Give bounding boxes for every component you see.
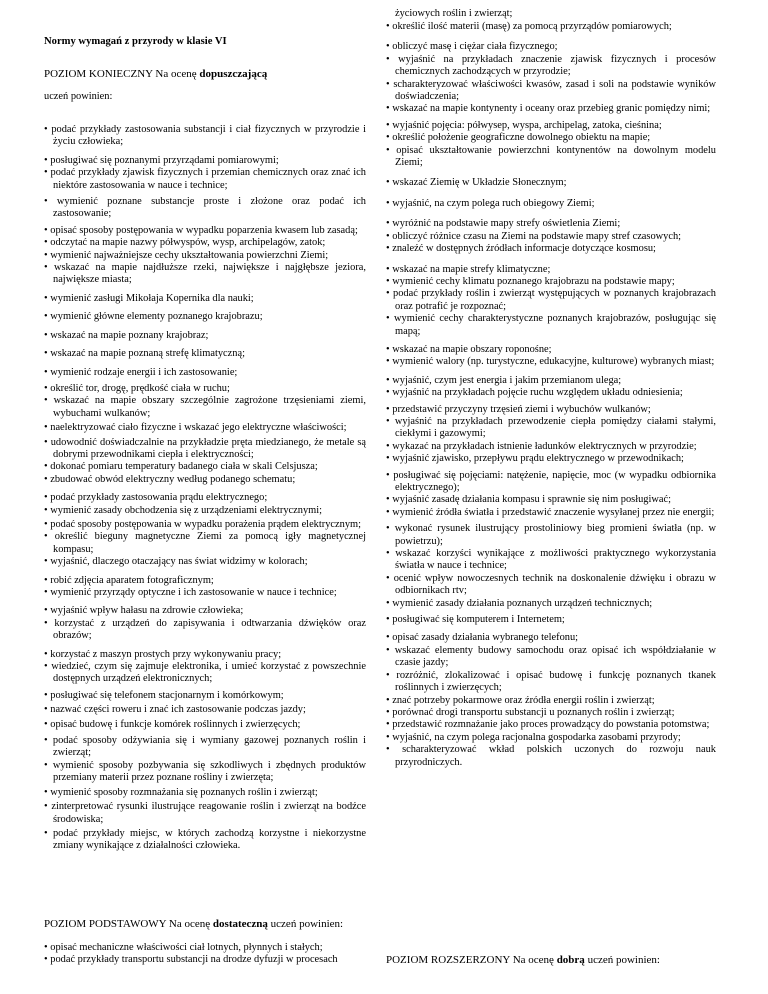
requirement-item: • scharakteryzować wkład polskich uczonych do rozwoju nauk przyrodniczych. xyxy=(386,744,716,769)
requirement-item: • udowodnić doświadczalnie na przykładzie pręta miedzianego, że metale są dobrymi przewodnikami ciepła i elektryczności; xyxy=(44,437,366,462)
requirement-item: • określić bieguny magnetyczne Ziemi za pomocą igły magnetycznej kompasu; xyxy=(44,531,366,556)
requirement-item: • wyjaśnić, na czym polega racjonalna gospodarka zasobami przyrody; xyxy=(386,732,716,744)
level-podstawowy-heading xyxy=(44,918,343,930)
requirement-item: • obliczyć masę i ciężar ciała fizycznego; xyxy=(386,41,716,53)
grade-name: dobrą xyxy=(556,954,585,966)
requirement-item: • wskazać korzyści wynikające z możliwości praktycznego wykorzystania światła w nauce i technice; xyxy=(386,548,716,573)
requirement-item: • ocenić wpływ nowoczesnych technik na doskonalenie dźwięku i obrazu w odbiornikach rtv; xyxy=(386,573,716,598)
requirement-item: • wiedzieć, czym się zajmuje elektronika, i umieć korzystać z powszechnie dostępnych urządzeń elektronicznych; xyxy=(44,661,366,686)
requirement-item: • podać przykłady zjawisk fizycznych i przemian chemicznych oraz znać ich niektóre zastosowania w nauce i technice; xyxy=(44,167,366,192)
requirement-item: • wyjaśnić, dlaczego otaczający nas świat widzimy w kolorach; xyxy=(44,556,366,568)
requirement-item: • wymienić zasady działania poznanych urządzeń technicznych; xyxy=(386,598,716,610)
document-title: Normy wymagań z przyrody w klasie VI xyxy=(44,36,227,47)
requirement-item: • porównać drogi transportu substancji u poznanych roślin i zwierząt; xyxy=(386,707,716,719)
requirement-item: • wyjaśnić, czym jest energia i jakim przemianom ulega; xyxy=(386,375,716,387)
requirement-item: • podać przykłady transportu substancji na drodze dyfuzji w procesach xyxy=(44,954,366,966)
requirement-item: • podać przykłady roślin i zwierząt występujących w poznanych krajobrazach oraz potrafić je rozpoznać; xyxy=(386,288,716,313)
requirement-item: • wymienić cechy klimatu poznanego krajobrazu na podstawie mapy; xyxy=(386,276,716,288)
requirement-item: • znaleźć w dostępnych źródłach informacje dotyczące kosmosu; xyxy=(386,243,716,255)
requirement-item: • wymienić przyrządy optyczne i ich zastosowanie w nauce i technice; xyxy=(44,587,366,599)
requirement-item: • wskazać na mapie najdłuższe rzeki, największe i najgłębsze jeziora, największe miasta; xyxy=(44,262,366,287)
requirement-item: • odczytać na mapie nazwy półwyspów, wysp, archipelagów, zatok; xyxy=(44,237,366,249)
requirement-item: • podać sposoby odżywiania się i wymiany gazowej poznanych roślin i zwierząt; xyxy=(44,735,366,760)
requirement-item: • wykazać na przykładach istnienie ładunków elektrycznych w przyrodzie; xyxy=(386,441,716,453)
requirement-item: • znać potrzeby pokarmowe oraz źródła energii roślin i zwierząt; xyxy=(386,695,716,707)
requirement-item: • scharakteryzować właściwości kwasów, zasad i soli na podstawie wyników doświadczenia; xyxy=(386,79,716,104)
requirement-item: • podać przykłady zastosowania substancji i ciał fizycznych w przyrodzie i życiu człowieka; xyxy=(44,124,366,149)
heading-suffix: uczeń powinien: xyxy=(584,954,660,966)
grade-name: dostateczną xyxy=(212,918,268,930)
requirement-item: • wymienić źródła światła i przedstawić znaczenie wysyłanej przez nie energii; xyxy=(386,507,716,519)
requirement-item: • wyjaśnić wpływ hałasu na zdrowie człowieka; xyxy=(44,605,366,617)
requirement-item: • wyjaśnić na przykładach przewodzenie ciepła pomiędzy ciałami stałymi, ciekłymi i gazowymi; xyxy=(386,416,716,441)
requirement-item: • posługiwać się telefonem stacjonarnym i komórkowym; xyxy=(44,690,366,702)
requirement-item: • wskazać na mapie obszary roponośne; xyxy=(386,344,716,356)
requirement-item: • posługiwać się pojęciami: natężenie, napięcie, moc (w wypadku odbiornika elektrycznego); xyxy=(386,470,716,495)
requirement-item: • wskazać elementy budowy samochodu oraz opisać ich współdziałanie w czasie jazdy; xyxy=(386,645,716,670)
konieczny-requirements-list xyxy=(44,124,366,853)
podstawowy-requirements-list xyxy=(386,21,716,769)
requirement-item: • wskazać na mapie poznaną strefę klimatyczną; xyxy=(44,348,366,360)
requirement-item: • wykonać rysunek ilustrujący prostoliniowy bieg promieni światła (np. w powietrzu); xyxy=(386,523,716,548)
requirement-item: • określić tor, drogę, prędkość ciała w ruchu; xyxy=(44,383,366,395)
requirement-item: • wymienić główne elementy poznanego krajobrazu; xyxy=(44,311,366,323)
requirement-item: • wyróżnić na podstawie mapy strefy oświetlenia Ziemi; xyxy=(386,218,716,230)
requirement-item: • obliczyć różnice czasu na Ziemi na podstawie mapy stref czasowych; xyxy=(386,231,716,243)
requirement-item: • zbudować obwód elektryczny według podanego schematu; xyxy=(44,474,366,486)
requirement-item: • korzystać z urządzeń do zapisywania i odtwarzania dźwięków oraz obrazów; xyxy=(44,618,366,643)
requirement-item: • wymienić najważniejsze cechy ukształtowania powierzchni Ziemi; xyxy=(44,250,366,262)
requirement-item: • dokonać pomiaru temperatury badanego ciała w skali Celsjusza; xyxy=(44,461,366,473)
requirement-item: • wskazać na mapie poznany krajobraz; xyxy=(44,330,366,342)
requirement-item: • podać przykłady miejsc, w których zachodzą korzystne i niekorzystne zmiany wynikające z działalności człowieka. xyxy=(44,828,366,853)
requirement-item: • wymienić rodzaje energii i ich zastosowanie; xyxy=(44,367,366,379)
grade-name: dopuszczającą xyxy=(199,68,268,80)
level-konieczny-heading xyxy=(44,68,267,80)
requirement-item: • przedstawić przyczyny trzęsień ziemi i wybuchów wulkanów; xyxy=(386,404,716,416)
requirement-item: • wymienić zasługi Mikołaja Kopernika dla nauki; xyxy=(44,293,366,305)
requirement-item: • wymienić sposoby pozbywania się szkodliwych i zbędnych produktów przemiany materii przez poznane rośliny i zwierzęta; xyxy=(44,760,366,785)
requirement-item: • przedstawić rozmnażanie jako proces prowadzący do powstania potomstwa; xyxy=(386,719,716,731)
requirement-item: • wymienić cechy charakterystyczne poznanych krajobrazów, posługując się mapą; xyxy=(386,313,716,338)
requirement-item: • wyjaśnić zasadę działania kompasu i sprawnie się nim posługiwać; xyxy=(386,494,716,506)
requirement-item: • określić położenie geograficzne dowolnego obiektu na mapie; xyxy=(386,132,716,144)
requirement-item: • opisać sposoby postępowania w wypadku poparzenia kwasem lub zasadą; xyxy=(44,225,366,237)
requirement-item: • zinterpretować rysunki ilustrujące reagowanie roślin i zwierząt na bodźce środowiska; xyxy=(44,801,366,826)
podstawowy-requirements-list-start xyxy=(44,942,366,967)
continued-item-text: życiowych roślin i zwierząt; xyxy=(395,8,513,19)
requirement-item: • opisać zasady działania wybranego telefonu; xyxy=(386,632,716,644)
requirement-item: • opisać budowę i funkcje komórek roślinnych i zwierzęcych; xyxy=(44,719,366,731)
level-rozszerzony-heading xyxy=(386,954,660,966)
requirement-item: • rozróżnić, zlokalizować i opisać budowę i funkcję poznanych tkanek roślinnych i zwierzęcych; xyxy=(386,670,716,695)
requirement-item: • nazwać części roweru i znać ich zastosowanie podczas jazdy; xyxy=(44,704,366,716)
heading-prefix: POZIOM PODSTAWOWY Na ocenę xyxy=(44,918,213,930)
requirement-item: • posługiwać się poznanymi przyrządami pomiarowymi; xyxy=(44,155,366,167)
level-konieczny-intro: uczeń powinien: xyxy=(44,91,113,102)
requirement-item: • określić ilość materii (masę) za pomocą przyrządów pomiarowych; xyxy=(386,21,716,33)
requirement-item: • wyjaśnić, na czym polega ruch obiegowy Ziemi; xyxy=(386,198,716,210)
requirement-item: • podać przykłady zastosowania prądu elektrycznego; xyxy=(44,492,366,504)
requirement-item: • wyjaśnić na przykładach pojęcie ruchu względem układu odniesienia; xyxy=(386,387,716,399)
heading-suffix: uczeń powinien: xyxy=(267,918,344,930)
heading-prefix: POZIOM ROZSZERZONY Na ocenę xyxy=(386,954,557,966)
requirement-item: • naelektryzować ciało fizyczne i wskazać jego elektryczne właściwości; xyxy=(44,422,366,434)
requirement-item: • wskazać na mapie obszary szczególnie zagrożone trzęsieniami ziemi, wybuchami wulkanów; xyxy=(44,395,366,420)
requirement-item: • wymienić zasady obchodzenia się z urządzeniami elektrycznymi; xyxy=(44,505,366,517)
requirement-item: • wyjaśnić pojęcia: półwysep, wyspa, archipelag, zatoka, cieśnina; xyxy=(386,120,716,132)
requirement-item: • posługiwać się komputerem i Internetem; xyxy=(386,614,716,626)
requirement-item: • wskazać Ziemię w Układzie Słonecznym; xyxy=(386,177,716,189)
requirement-item: • opisać mechaniczne właściwości ciał lotnych, płynnych i stałych; xyxy=(44,942,366,954)
heading-prefix: POZIOM KONIECZNY Na ocenę xyxy=(44,68,200,80)
requirement-item: • opisać ukształtowanie powierzchni kontynentów na dowolnym modelu Ziemi; xyxy=(386,145,716,170)
requirement-item: • korzystać z maszyn prostych przy wykonywaniu pracy; xyxy=(44,649,366,661)
requirement-item: • wyjaśnić zjawisko, przepływu prądu elektrycznego w przewodnikach; xyxy=(386,453,716,465)
requirement-item: • wskazać na mapie kontynenty i oceany oraz przebieg granic pomiędzy nimi; xyxy=(386,103,716,115)
requirement-item: • wymienić walory (np. turystyczne, edukacyjne, kulturowe) wybranych miast; xyxy=(386,356,716,368)
requirement-item: • wyjaśnić na przykładach znaczenie zjawisk fizycznych i procesów chemicznych zachodzących w przyrodzie; xyxy=(386,54,716,79)
requirement-item: • wymienić sposoby rozmnażania się poznanych roślin i zwierząt; xyxy=(44,787,366,799)
requirement-item: • wskazać na mapie strefy klimatyczne; xyxy=(386,264,716,276)
requirement-item: • robić zdjęcia aparatem fotograficznym; xyxy=(44,575,366,587)
requirement-item: • wymienić poznane substancje proste i złożone oraz podać ich zastosowanie; xyxy=(44,196,366,221)
requirement-item: • podać sposoby postępowania w wypadku porażenia prądem elektrycznym; xyxy=(44,519,366,531)
